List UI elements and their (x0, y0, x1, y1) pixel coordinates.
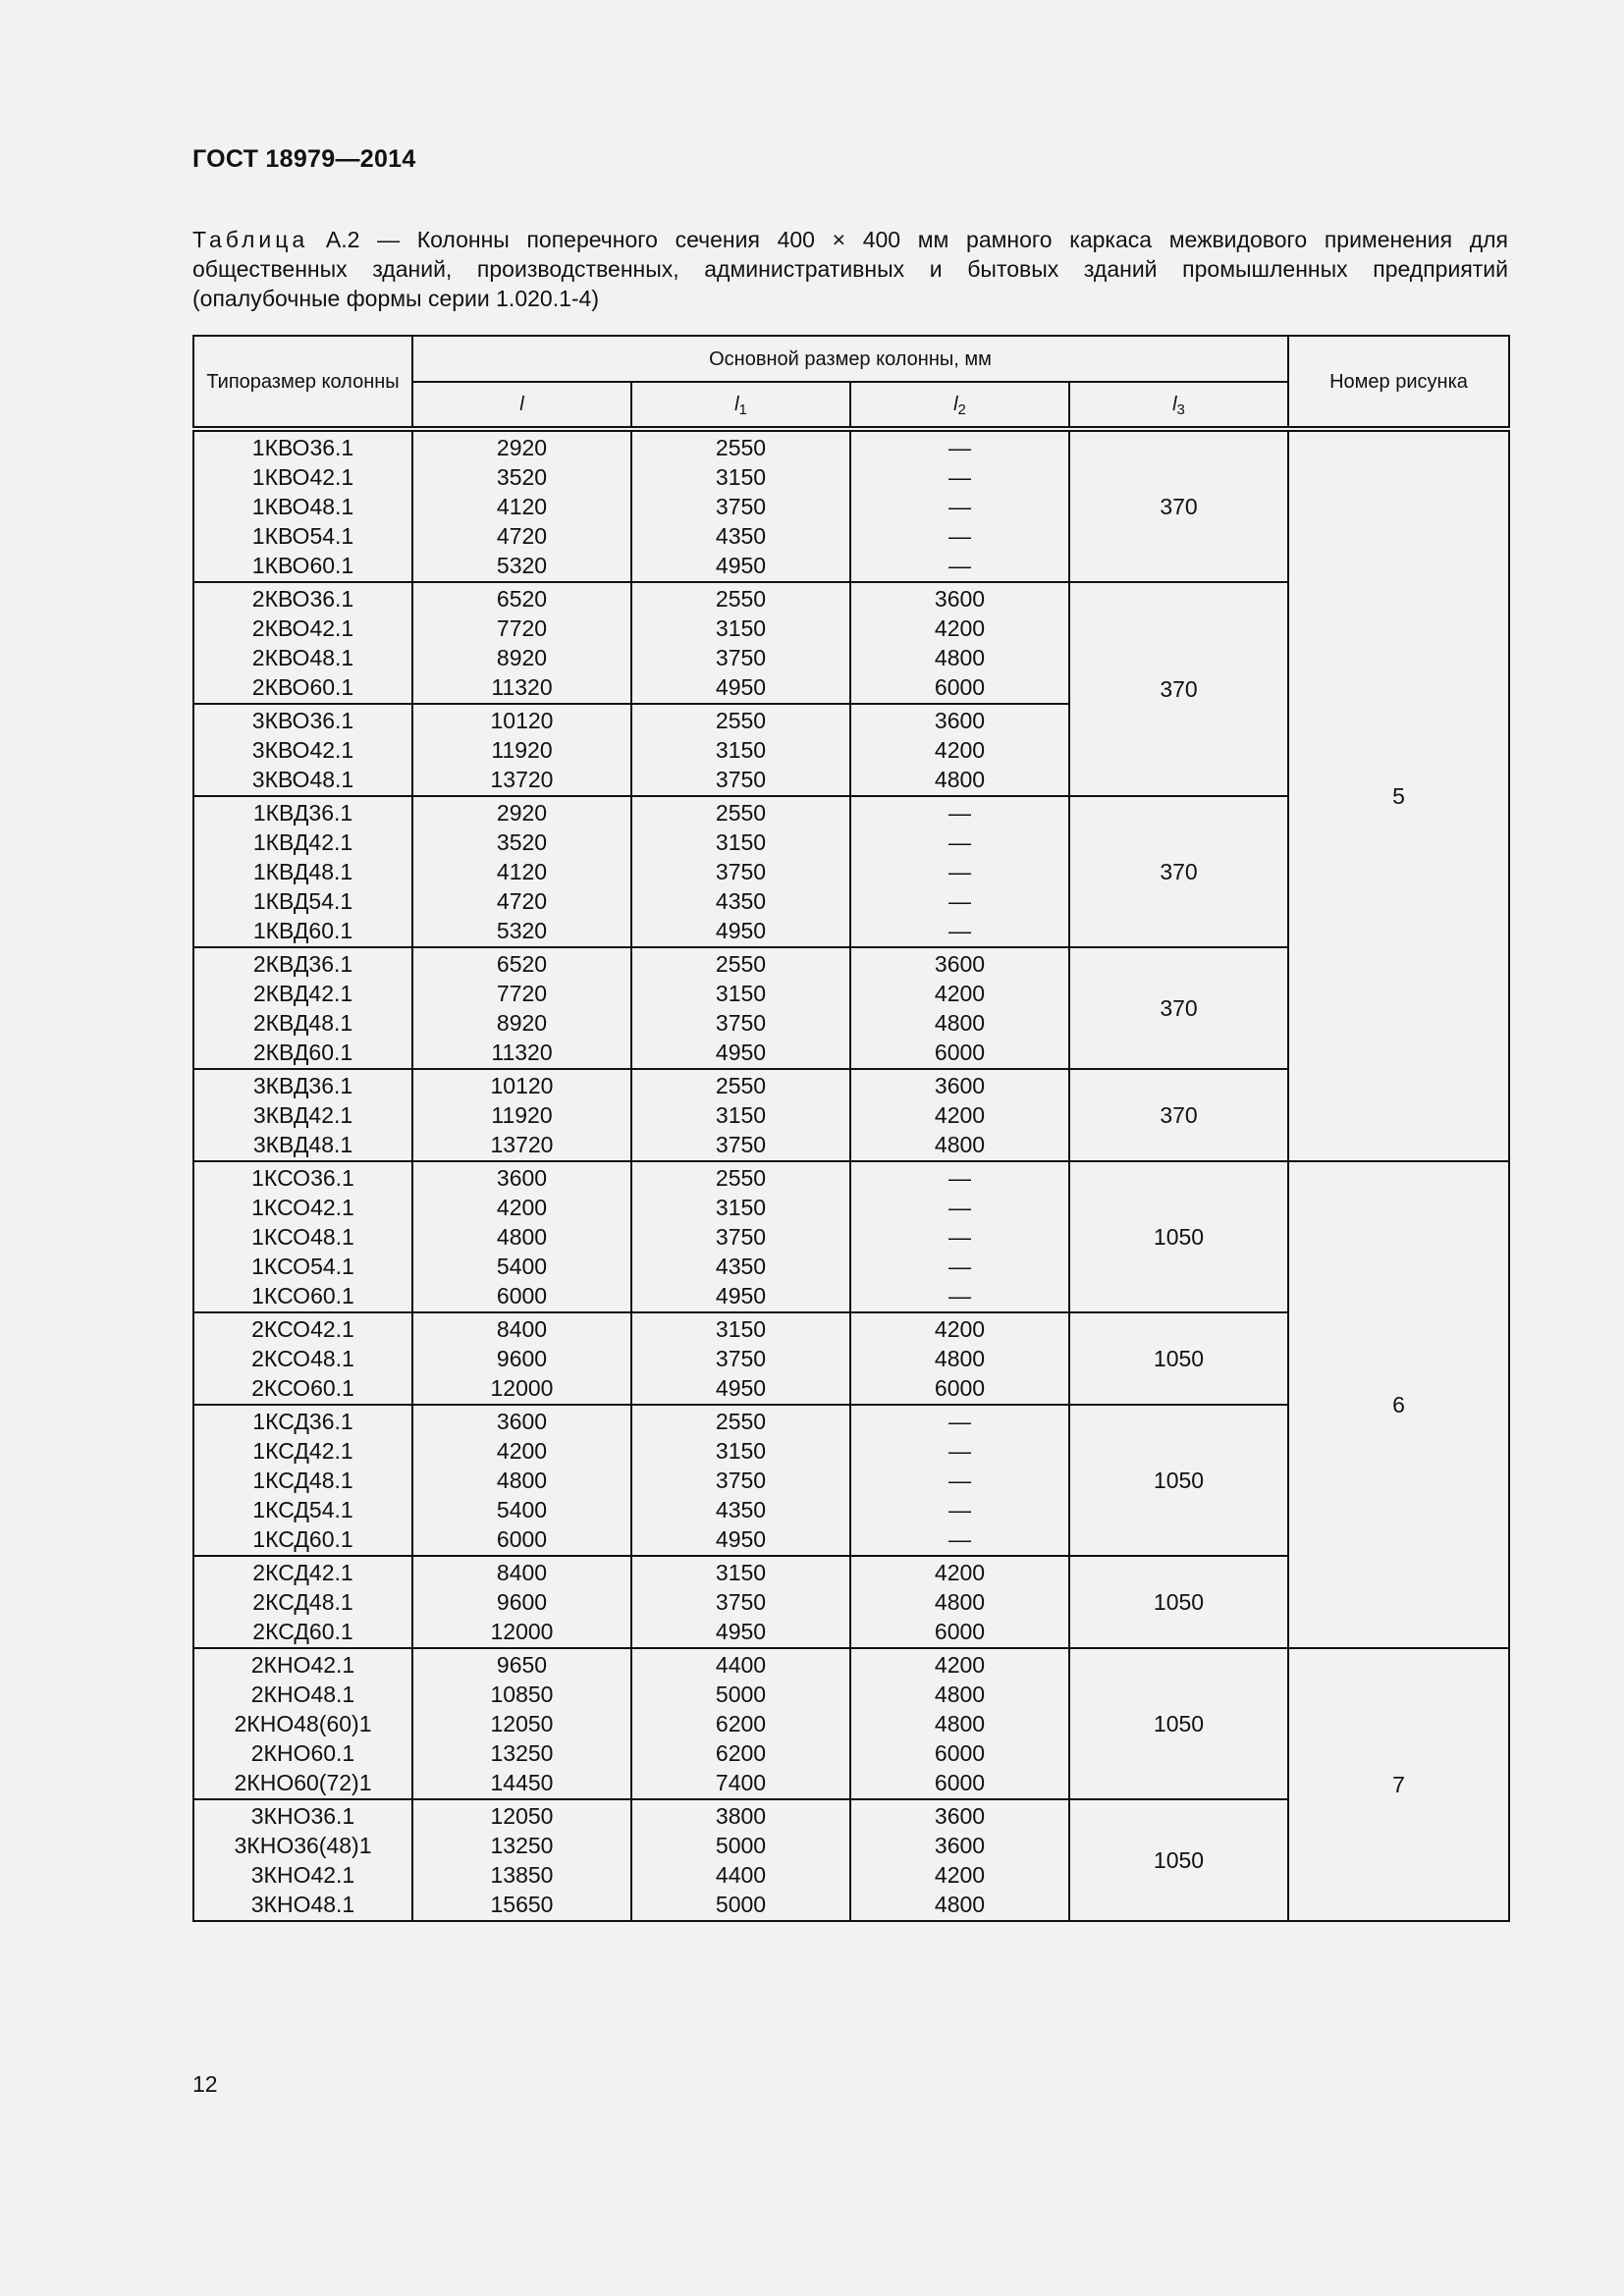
l1-value: 2550 (715, 435, 767, 460)
l1-value: 3150 (715, 1195, 767, 1220)
l1-value: 7400 (715, 1770, 767, 1795)
types-value: 2КСО60.1 (251, 1375, 354, 1401)
l1-cell (631, 1405, 850, 1556)
l2-value: — (948, 1409, 971, 1434)
caption-label: Таблица (192, 227, 309, 252)
l1-cell (631, 429, 850, 582)
figure-cell: 7 (1288, 1648, 1509, 1921)
l1-value: 2550 (715, 586, 767, 612)
l2-value: 4200 (934, 1652, 986, 1678)
l2-value: 4800 (934, 767, 986, 792)
l2-value: 4800 (934, 1589, 986, 1615)
caption-text: А.2 — Колонны поперечного сечения 400 × 400 мм рамного каркаса межвидового применения для общественных зданий, производственных, административных и бытовых зданий промышленных предприятий (опалубочные формы серии 1.020.1-4) (192, 227, 1508, 311)
l2-value: — (948, 553, 971, 578)
types-value: 3КВО42.1 (251, 737, 354, 763)
types-value: 2КВД42.1 (252, 981, 353, 1006)
l-value: 5320 (496, 918, 548, 943)
l1-cell (631, 1069, 850, 1161)
l-value: 9600 (496, 1589, 548, 1615)
l2-value: 4200 (934, 1102, 986, 1128)
l-value: 11320 (491, 1040, 553, 1065)
l2-value: 6000 (934, 1375, 986, 1401)
l-cell (412, 796, 631, 947)
types-value: 1КВД42.1 (252, 829, 353, 855)
table-row (193, 429, 1509, 582)
header-figure: Номер рисунка (1288, 336, 1509, 429)
l-value: 8400 (496, 1316, 548, 1342)
l-value: 3600 (496, 1165, 548, 1191)
types-cell (193, 582, 412, 704)
l3-cell: 370 (1069, 796, 1288, 947)
types-value: 1КВД36.1 (252, 800, 353, 826)
l3-cell: 1050 (1069, 1161, 1288, 1312)
page-number: 12 (192, 2071, 218, 2097)
types-value: 2КВО60.1 (251, 674, 354, 700)
types-cell (193, 1648, 412, 1799)
l2-value: 4200 (934, 615, 986, 641)
types-value: 2КНО42.1 (250, 1652, 355, 1678)
types-value: 3КНО36.1 (250, 1803, 355, 1829)
types-value: 1КВД54.1 (252, 888, 353, 914)
l1-value: 6200 (715, 1711, 767, 1736)
l-value: 6000 (496, 1526, 548, 1552)
types-cell (193, 704, 412, 796)
l1-value: 3800 (715, 1803, 767, 1829)
l2-cell (850, 1069, 1069, 1161)
l1-value: 3750 (715, 1589, 767, 1615)
l-value: 3600 (496, 1409, 548, 1434)
l-value: 10120 (490, 1073, 554, 1098)
types-value: 3КВД42.1 (252, 1102, 353, 1128)
l2-cell (850, 1648, 1069, 1799)
l2-value: — (948, 494, 971, 519)
l-value: 4800 (496, 1224, 548, 1250)
table-row (193, 1648, 1509, 1799)
l2-cell (850, 1312, 1069, 1405)
l-value: 11920 (491, 737, 553, 763)
types-value: 1КВО60.1 (251, 553, 354, 578)
l2-value: 6000 (934, 1740, 986, 1766)
l1-value: 3150 (715, 464, 767, 490)
l-value: 8920 (496, 645, 548, 670)
types-value: 3КВД48.1 (252, 1132, 353, 1157)
l1-value: 3150 (715, 1102, 767, 1128)
l1-value: 2550 (715, 1409, 767, 1434)
types-value: 2КНО60.1 (250, 1740, 355, 1766)
header-l: l (412, 382, 631, 429)
l1-cell (631, 1799, 850, 1921)
l1-value: 3750 (715, 1132, 767, 1157)
l-value: 12000 (490, 1619, 554, 1644)
l-cell (412, 582, 631, 704)
l1-value: 3750 (715, 1346, 767, 1371)
types-value: 3КНО36(48)1 (234, 1833, 372, 1858)
l1-value: 5000 (715, 1892, 767, 1917)
types-value: 2КСД42.1 (252, 1560, 353, 1585)
l2-cell (850, 1799, 1069, 1921)
types-value: 1КВО48.1 (251, 494, 354, 519)
types-value: 1КВО36.1 (251, 435, 354, 460)
types-value: 2КНО60(72)1 (234, 1770, 372, 1795)
l2-value: 4800 (934, 1892, 986, 1917)
header-l3: $l_3$ (1069, 382, 1288, 429)
l2-value: — (948, 918, 971, 943)
l1-value: 3750 (715, 645, 767, 670)
types-value: 3КНО48.1 (250, 1892, 355, 1917)
types-value: 2КНО48.1 (250, 1682, 355, 1707)
l1-cell (631, 796, 850, 947)
l3-cell: 1050 (1069, 1648, 1288, 1799)
l-value: 3520 (496, 464, 548, 490)
l1-cell (631, 1556, 850, 1648)
l3-cell: 1050 (1069, 1799, 1288, 1921)
types-value: 1КСО54.1 (251, 1254, 354, 1279)
l2-value: — (948, 829, 971, 855)
l-value: 11320 (491, 674, 553, 700)
l-value: 12050 (490, 1803, 554, 1829)
table-caption (192, 225, 1508, 313)
l-value: 8920 (496, 1010, 548, 1036)
l3-cell: 1050 (1069, 1312, 1288, 1405)
l-value: 8400 (496, 1560, 548, 1585)
types-value: 1КСД42.1 (252, 1438, 353, 1464)
l3-cell: 370 (1069, 1069, 1288, 1161)
l-cell (412, 1405, 631, 1556)
l1-cell (631, 1648, 850, 1799)
l1-value: 4950 (715, 1619, 767, 1644)
types-value: 2КВД48.1 (252, 1010, 353, 1036)
types-value: 1КСД48.1 (252, 1468, 353, 1493)
l2-value: 6000 (934, 1619, 986, 1644)
l-value: 6000 (496, 1283, 548, 1308)
l2-cell (850, 1556, 1069, 1648)
table-row (193, 1161, 1509, 1312)
types-value: 1КСО36.1 (251, 1165, 354, 1191)
types-cell (193, 1161, 412, 1312)
l1-value: 4950 (715, 553, 767, 578)
l-cell (412, 1799, 631, 1921)
l2-cell (850, 947, 1069, 1069)
l2-value: — (948, 1438, 971, 1464)
l-value: 5320 (496, 553, 548, 578)
l2-value: 3600 (934, 1073, 986, 1098)
l-value: 2920 (496, 800, 548, 826)
l2-value: — (948, 888, 971, 914)
l-value: 4200 (496, 1195, 548, 1220)
l2-cell (850, 582, 1069, 704)
l2-value: 4800 (934, 1711, 986, 1736)
l2-value: 6000 (934, 1770, 986, 1795)
l-value: 4120 (496, 859, 548, 884)
l-value: 15650 (490, 1892, 554, 1917)
l1-cell (631, 1161, 850, 1312)
l1-value: 3150 (715, 1560, 767, 1585)
l1-value: 4350 (715, 523, 767, 549)
l-value: 11920 (491, 1102, 553, 1128)
columns-table (192, 335, 1510, 1922)
l2-value: 3600 (934, 1803, 986, 1829)
l-value: 13720 (490, 1132, 554, 1157)
l1-value: 3150 (715, 1316, 767, 1342)
l2-value: — (948, 1224, 971, 1250)
l2-cell (850, 1405, 1069, 1556)
l2-value: 4200 (934, 1316, 986, 1342)
l-value: 2920 (496, 435, 548, 460)
types-value: 3КВО36.1 (251, 708, 354, 733)
l-value: 13250 (490, 1833, 554, 1858)
types-value: 2КСО48.1 (251, 1346, 354, 1371)
types-value: 2КВО48.1 (251, 645, 354, 670)
l-cell (412, 704, 631, 796)
types-cell (193, 1405, 412, 1556)
l-value: 3520 (496, 829, 548, 855)
l-value: 9600 (496, 1346, 548, 1371)
l1-value: 4950 (715, 1526, 767, 1552)
types-value: 1КСО48.1 (251, 1224, 354, 1250)
types-value: 2КВО36.1 (251, 586, 354, 612)
l2-value: — (948, 1283, 971, 1308)
l-value: 10850 (490, 1682, 554, 1707)
header-main-size: Основной размер колонны, мм (412, 336, 1288, 382)
types-value: 1КСО60.1 (251, 1283, 354, 1308)
l2-value: — (948, 800, 971, 826)
types-cell (193, 1799, 412, 1921)
types-value: 1КВО54.1 (251, 523, 354, 549)
types-value: 1КВД48.1 (252, 859, 353, 884)
l1-value: 4350 (715, 1497, 767, 1522)
l-value: 12000 (490, 1375, 554, 1401)
l3-cell: 1050 (1069, 1556, 1288, 1648)
l2-value: 3600 (934, 1833, 986, 1858)
l-value: 7720 (496, 981, 548, 1006)
l1-value: 4950 (715, 1040, 767, 1065)
l-value: 12050 (490, 1711, 554, 1736)
l1-value: 3150 (715, 737, 767, 763)
l2-value: — (948, 1526, 971, 1552)
l2-value: — (948, 523, 971, 549)
types-value: 2КВД36.1 (252, 951, 353, 977)
types-value: 2КСО42.1 (251, 1316, 354, 1342)
l2-value: 6000 (934, 674, 986, 700)
l2-cell (850, 429, 1069, 582)
types-cell (193, 1312, 412, 1405)
l2-value: 4200 (934, 737, 986, 763)
l3-cell: 1050 (1069, 1405, 1288, 1556)
l2-value: 4200 (934, 1560, 986, 1585)
types-value: 3КВО48.1 (251, 767, 354, 792)
l2-value: 3600 (934, 586, 986, 612)
l-value: 14450 (490, 1770, 554, 1795)
l3-cell: 370 (1069, 582, 1288, 796)
l-cell (412, 1069, 631, 1161)
l1-value: 2550 (715, 1073, 767, 1098)
l1-value: 2550 (715, 708, 767, 733)
document-header: ГОСТ 18979—2014 (192, 145, 416, 173)
l2-value: 4800 (934, 1132, 986, 1157)
types-value: 3КВД36.1 (252, 1073, 353, 1098)
l1-value: 3150 (715, 1438, 767, 1464)
types-value: 2КСД60.1 (252, 1619, 353, 1644)
l2-value: — (948, 1468, 971, 1493)
l1-value: 4350 (715, 888, 767, 914)
l-value: 13250 (490, 1740, 554, 1766)
l1-cell (631, 947, 850, 1069)
l-cell (412, 1556, 631, 1648)
l2-value: — (948, 464, 971, 490)
l1-value: 2550 (715, 800, 767, 826)
l2-value: 4800 (934, 1346, 986, 1371)
l1-value: 3750 (715, 767, 767, 792)
l-value: 4720 (496, 888, 548, 914)
types-value: 1КСД54.1 (252, 1497, 353, 1522)
l2-value: 4200 (934, 1862, 986, 1888)
l-value: 4200 (496, 1438, 548, 1464)
l-value: 4800 (496, 1468, 548, 1493)
types-cell (193, 1069, 412, 1161)
l2-value: — (948, 1497, 971, 1522)
types-value: 1КВО42.1 (251, 464, 354, 490)
types-value: 1КСД60.1 (252, 1526, 353, 1552)
l1-value: 3150 (715, 829, 767, 855)
l2-value: 3600 (934, 708, 986, 733)
header-type: Типоразмер колонны (193, 336, 412, 429)
l-cell (412, 1648, 631, 1799)
l1-value: 4950 (715, 1283, 767, 1308)
l2-value: — (948, 1254, 971, 1279)
l1-value: 4950 (715, 674, 767, 700)
l1-value: 3750 (715, 494, 767, 519)
l-value: 13850 (490, 1862, 554, 1888)
types-value: 2КВД60.1 (252, 1040, 353, 1065)
l-cell (412, 1161, 631, 1312)
types-cell (193, 429, 412, 582)
l-cell (412, 429, 631, 582)
l1-value: 4350 (715, 1254, 767, 1279)
l2-value: — (948, 1165, 971, 1191)
l-value: 7720 (496, 615, 548, 641)
l1-value: 3150 (715, 615, 767, 641)
l2-cell (850, 704, 1069, 796)
l2-value: — (948, 859, 971, 884)
l2-value: 4200 (934, 981, 986, 1006)
l-value: 4120 (496, 494, 548, 519)
l1-value: 4400 (715, 1652, 767, 1678)
l-value: 13720 (490, 767, 554, 792)
types-value: 3КНО42.1 (250, 1862, 355, 1888)
l-value: 4720 (496, 523, 548, 549)
l2-cell (850, 796, 1069, 947)
l1-value: 3750 (715, 1468, 767, 1493)
l1-value: 2550 (715, 951, 767, 977)
types-value: 2КВО42.1 (251, 615, 354, 641)
l3-cell: 370 (1069, 429, 1288, 582)
l-value: 10120 (490, 708, 554, 733)
header-l1: $l_1$ (631, 382, 850, 429)
types-cell (193, 1556, 412, 1648)
l1-value: 6200 (715, 1740, 767, 1766)
l2-cell (850, 1161, 1069, 1312)
l2-value: — (948, 435, 971, 460)
l1-value: 3750 (715, 1010, 767, 1036)
types-cell (193, 947, 412, 1069)
l-value: 5400 (496, 1254, 548, 1279)
l1-value: 3150 (715, 981, 767, 1006)
types-value: 1КВД60.1 (252, 918, 353, 943)
types-value: 2КСД48.1 (252, 1589, 353, 1615)
header-l2: $l_2$ (850, 382, 1069, 429)
l1-value: 3750 (715, 1224, 767, 1250)
l1-value: 5000 (715, 1833, 767, 1858)
l1-cell (631, 582, 850, 704)
l1-cell (631, 704, 850, 796)
figure-cell: 6 (1288, 1161, 1509, 1648)
l3-cell: 370 (1069, 947, 1288, 1069)
l-value: 6520 (496, 586, 548, 612)
l-value: 5400 (496, 1497, 548, 1522)
l1-value: 4400 (715, 1862, 767, 1888)
figure-cell: 5 (1288, 429, 1509, 1161)
l2-value: 6000 (934, 1040, 986, 1065)
l-value: 9650 (496, 1652, 548, 1678)
types-value: 1КСД36.1 (252, 1409, 353, 1434)
types-value: 1КСО42.1 (251, 1195, 354, 1220)
l1-value: 3750 (715, 859, 767, 884)
types-value: 2КНО48(60)1 (234, 1711, 372, 1736)
l1-cell (631, 1312, 850, 1405)
l1-value: 5000 (715, 1682, 767, 1707)
l2-value: 4800 (934, 1682, 986, 1707)
l-value: 6520 (496, 951, 548, 977)
l2-value: — (948, 1195, 971, 1220)
types-cell (193, 796, 412, 947)
l2-value: 4800 (934, 645, 986, 670)
l1-value: 2550 (715, 1165, 767, 1191)
l2-value: 3600 (934, 951, 986, 977)
table-body (193, 429, 1509, 1921)
l-cell (412, 1312, 631, 1405)
l1-value: 4950 (715, 1375, 767, 1401)
l1-value: 4950 (715, 918, 767, 943)
l2-value: 4800 (934, 1010, 986, 1036)
l-cell (412, 947, 631, 1069)
